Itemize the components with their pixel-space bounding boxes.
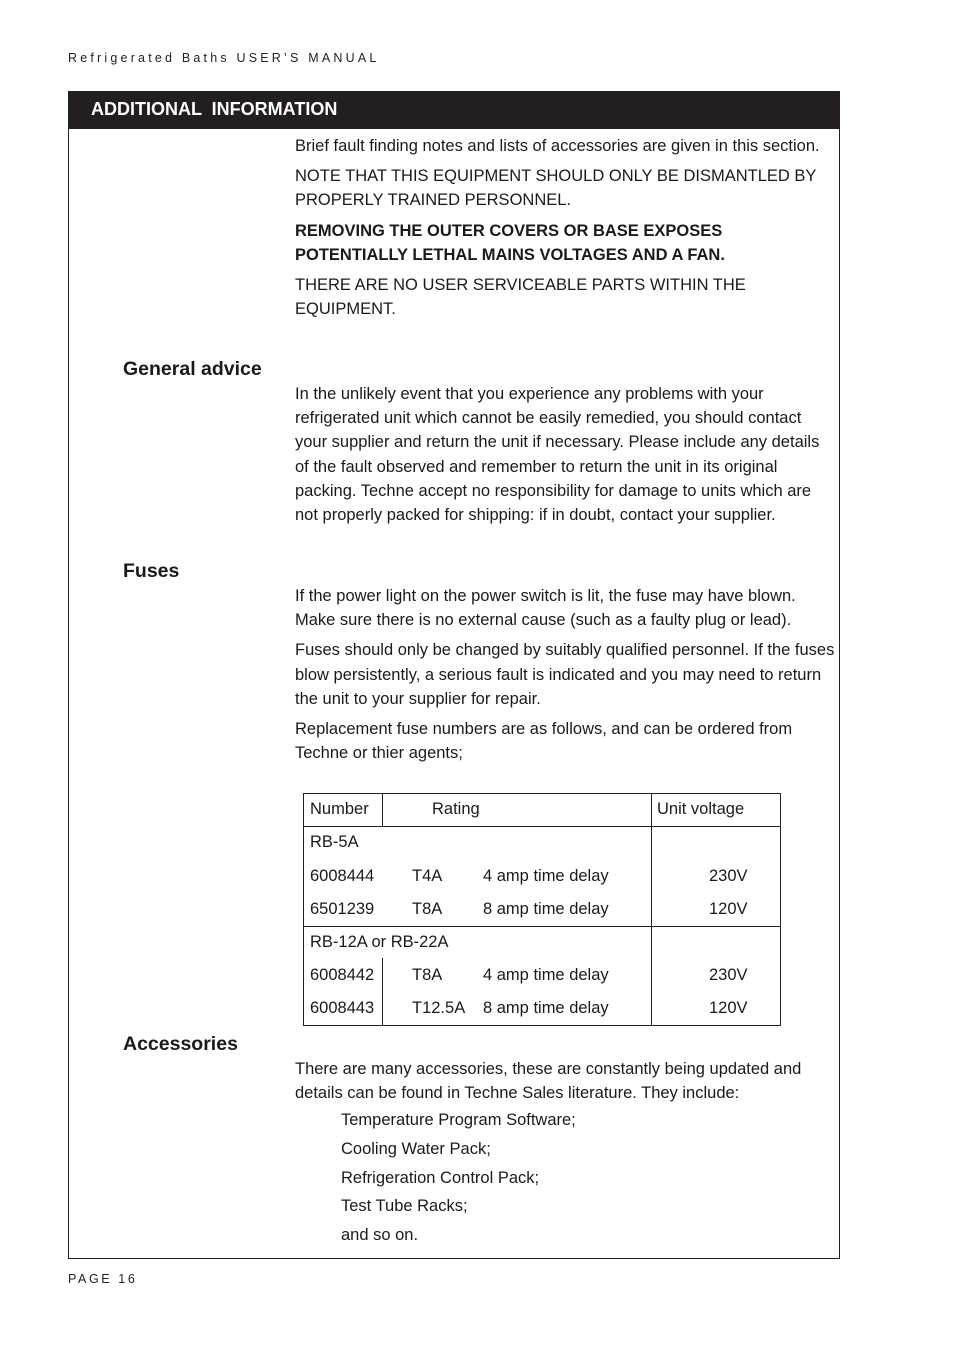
group-label: RB-5A bbox=[310, 833, 359, 851]
fuse-description: 8 amp time delay bbox=[483, 900, 609, 918]
fuse-number: 6008444 bbox=[310, 867, 375, 885]
intro-block bbox=[295, 134, 835, 321]
header-unit-voltage: Unit voltage bbox=[657, 800, 745, 818]
fuses-paragraph-3: Replacement fuse numbers are as follows, and can be ordered from Techne or thier agents; bbox=[295, 720, 793, 763]
fuse-rating: T12.5A bbox=[412, 999, 466, 1017]
no-serviceable-parts-note: THERE ARE NO USER SERVICEABLE PARTS WITHIN THE EQUIPMENT. bbox=[295, 276, 746, 319]
accessory-item: Refrigeration Control Pack; bbox=[341, 1169, 540, 1187]
fuse-description: 4 amp time delay bbox=[483, 966, 609, 984]
fuses-paragraph-2: Fuses should only be changed by suitably qualified personnel. If the fuses blow persistently, a serious fault is indicated and you may need to return the unit to your supplier for repair. bbox=[295, 641, 835, 708]
header-rating: Rating bbox=[432, 800, 480, 818]
fuse-description: 4 amp time delay bbox=[483, 867, 609, 885]
intro-paragraph: Brief fault finding notes and lists of accessories are given in this section. bbox=[295, 137, 820, 155]
fuse-rating: T8A bbox=[412, 900, 443, 918]
accessory-item: Cooling Water Pack; bbox=[341, 1140, 491, 1158]
fuses-heading: Fuses bbox=[123, 560, 180, 582]
accessory-item: and so on. bbox=[341, 1226, 419, 1244]
fuse-number: 6501239 bbox=[310, 900, 375, 918]
fuse-description: 8 amp time delay bbox=[483, 999, 609, 1017]
fuse-rating: T4A bbox=[412, 867, 443, 885]
fuse-number: 6008442 bbox=[310, 966, 375, 984]
fuses-paragraph-1: If the power light on the power switch is lit, the fuse may have blown. Make sure there is no external cause (such as a faulty plug or lead). bbox=[295, 587, 796, 630]
running-header: Refrigerated Baths USER’S MANUAL bbox=[68, 51, 380, 65]
dismantle-note: NOTE THAT THIS EQUIPMENT SHOULD ONLY BE DISMANTLED BY PROPERLY TRAINED PERSONNEL. bbox=[295, 167, 817, 210]
fuse-rating: T8A bbox=[412, 966, 443, 984]
fuse-number: 6008443 bbox=[310, 999, 375, 1017]
fuse-voltage: 120V bbox=[709, 999, 748, 1017]
accessory-item: Test Tube Racks; bbox=[341, 1197, 468, 1215]
fuse-table bbox=[303, 793, 781, 1026]
accessories-heading: Accessories bbox=[123, 1033, 238, 1055]
section-title-bar: ADDITIONAL INFORMATION bbox=[69, 92, 839, 129]
accessories-paragraph: There are many accessories, these are constantly being updated and details can be found in Techne Sales literature. They include: bbox=[295, 1060, 802, 1103]
accessories-block bbox=[295, 1057, 835, 1105]
header-number: Number bbox=[310, 800, 369, 818]
accessory-item: Temperature Program Software; bbox=[341, 1111, 576, 1129]
general-advice-block bbox=[295, 382, 835, 527]
fuse-voltage: 120V bbox=[709, 900, 748, 918]
group-label: RB-12A or RB-22A bbox=[310, 933, 449, 951]
general-advice-paragraph: In the unlikely event that you experience any problems with your refrigerated unit which cannot be easily remedied, you should contact your supplier and return the unit if necessary. Please include any details of the fault observed and remember to return the unit in its original packing. Techne accept no responsibility for damage to units which are not properly packed for shipping: if in doubt, contact your supplier. bbox=[295, 385, 820, 525]
voltage-warning: REMOVING THE OUTER COVERS OR BASE EXPOSES POTENTIALLY LETHAL MAINS VOLTAGES AND A FAN. bbox=[295, 221, 725, 264]
general-advice-heading: General advice bbox=[123, 358, 262, 380]
page-number: PAGE 16 bbox=[68, 1272, 138, 1286]
page-box bbox=[68, 91, 840, 1259]
fuses-block bbox=[295, 584, 835, 765]
fuse-voltage: 230V bbox=[709, 966, 748, 984]
fuse-voltage: 230V bbox=[709, 867, 748, 885]
